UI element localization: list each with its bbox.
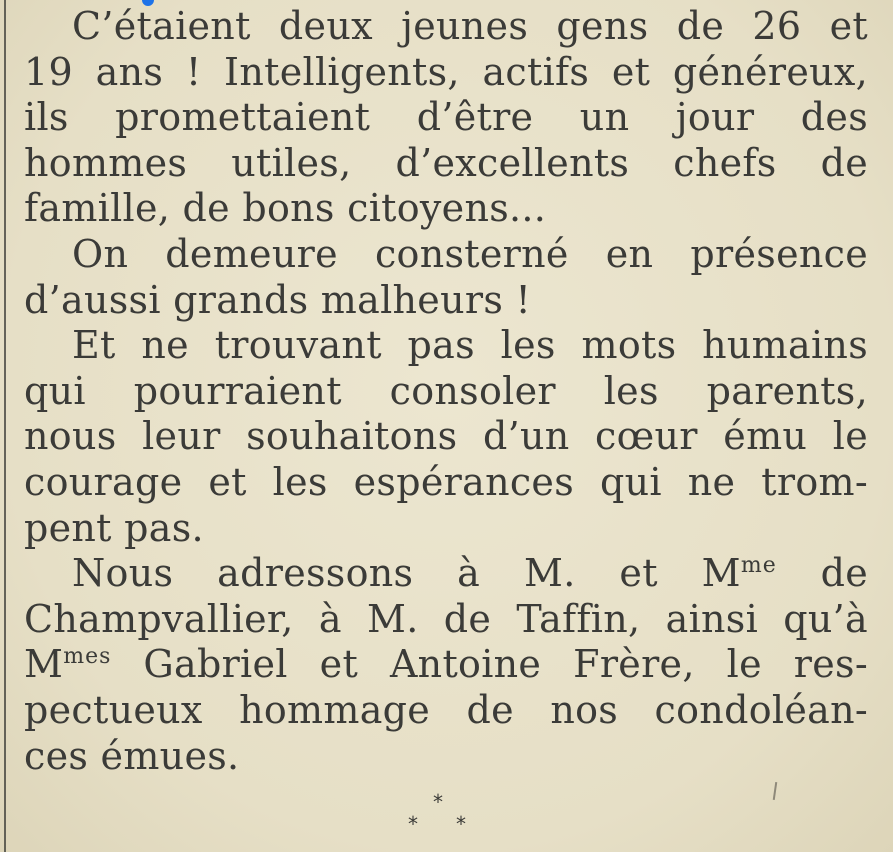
text-segment: de [820,551,869,596]
text-line: famille, de bons citoyens... [24,186,547,231]
column-rule [4,0,6,852]
asterism-separator [408,790,478,840]
text-line: nous leur souhaitons d’un cœur ému le [24,414,868,459]
text-line: ces émues. [24,733,240,778]
text-line: pectueux hommage de nos condoléan- [24,687,868,732]
asterisk-icon: * [408,812,418,836]
text-line: hommes utiles, d’excellents chefs de [24,140,868,185]
text-segment: Gabriel et Antoine Frère, le res- [143,642,868,687]
text-line: 19 ans ! Intelligents, actifs et généreux, [24,49,868,94]
superscript: mes [63,644,112,670]
superscript: me [740,553,777,579]
text-line: C’étaient deux jeunes gens de 26 et [72,4,868,48]
text-segment: Nous adressons à M. et M [72,551,741,596]
text-line [24,642,868,688]
text-line: Et ne trouvant pas les mots humains [72,323,868,368]
text-line: pent pas. [24,505,204,550]
asterisk-icon: * [433,790,443,814]
ink-speck [773,782,777,800]
text-line: Champvallier, à M. de Taffin, ainsi qu’à [24,596,868,641]
asterisk-icon: * [456,812,466,836]
article-body [24,4,868,779]
text-line: On demeure consterné en présence [72,231,868,276]
text-line: d’aussi grands malheurs ! [24,277,532,322]
text-line: ils promettaient d’être un jour des [24,95,868,140]
text-segment: M [24,642,64,687]
text-line [24,551,868,597]
text-line: courage et les espérances qui ne trom- [24,459,868,504]
text-line: qui pourraient consoler les parents, [24,368,868,413]
